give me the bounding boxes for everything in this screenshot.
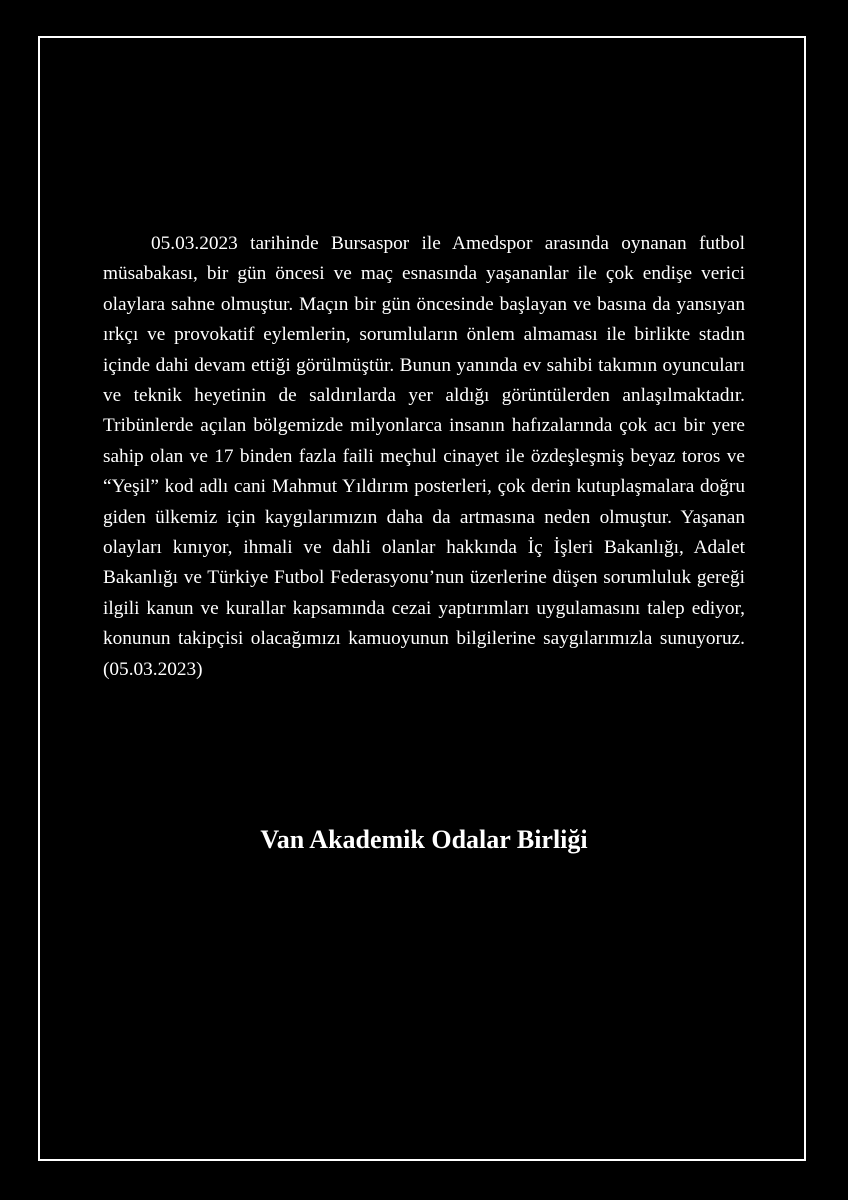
statement-body-paragraph: 05.03.2023 tarihinde Bursaspor ile Amedspor arasında oynanan futbol müsabakası, bir gün öncesi ve maç esnasında yaşananlar ile çok endişe verici olaylara sahne olmuştur. Maçın bir gün öncesinde başlayan ve basına da yansıyan ırkçı ve provokatif eylemlerin, sorumluların önlem almaması ile birlikte stadın içinde dahi devam ettiği görülmüştür. Bunun yanında ev sahibi takımın oyuncuları ve teknik heyetinin de saldırılarda yer aldığı görüntülerden anlaşılmaktadır. Tribünlerde açılan bölgemizde milyonlarca insanın hafızalarında çok acı bir yere sahip olan ve 17 binden fazla faili meçhul cinayet ile özdeşleşmiş beyaz toros ve “Yeşil” kod adlı cani Mahmut Yıldırım posterleri, çok derin kutuplaşmalara doğru giden ülkemiz için kaygılarımızın daha da artmasına neden olmuştur. Yaşanan olayları kınıyor, ihmali ve dahli olanlar hakkında İç İşleri Bakanlığı, Adalet Bakanlığı ve Türkiye Futbol Federasyonu’nun üzerlerine düşen sorumluluk gereği ilgili kanun ve kurallar kapsamında cezai yaptırımları uygulamasını talep ediyor, konunun takipçisi olacağımızı kamuoyunun bilgilerine saygılarımızla sunuyoruz. (05.03.2023)	[103, 233, 745, 680]
signature-organization-name: Van Akademik Odalar Birliği	[260, 825, 588, 854]
